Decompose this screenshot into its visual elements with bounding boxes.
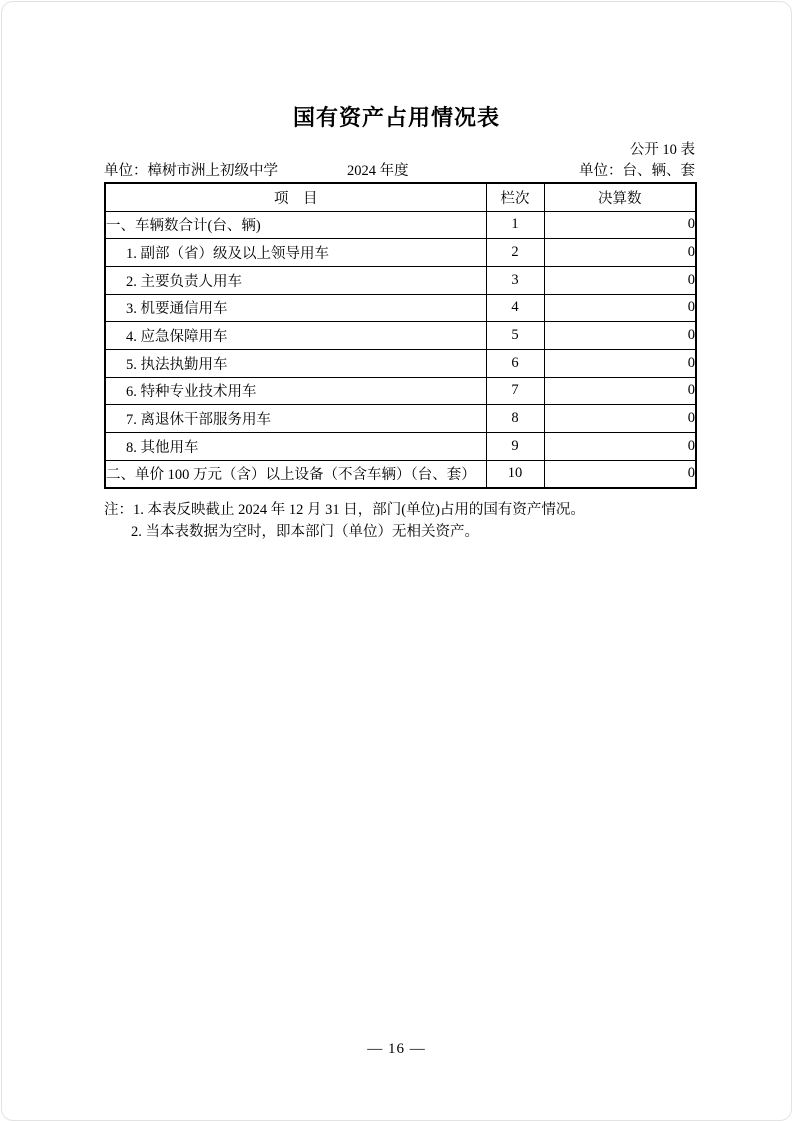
table-type-label: 公开 10 表 <box>629 142 695 158</box>
assets-table <box>104 182 697 489</box>
header-item: 项 目 <box>105 183 486 211</box>
amount-cell: 0 <box>544 211 696 239</box>
table-caption-row <box>104 159 695 179</box>
fiscal-year-label: 2024 年度 <box>347 163 409 179</box>
column-number-cell: 2 <box>486 239 544 267</box>
item-cell: 二、单价 100 万元（含）以上设备（不含车辆）（台、套） <box>105 460 486 488</box>
assets-table-body <box>105 211 696 488</box>
table-row <box>105 211 696 239</box>
column-number-cell: 1 <box>486 211 544 239</box>
item-cell: 5. 执法执勤用车 <box>105 349 486 377</box>
item-cell: 3. 机要通信用车 <box>105 294 486 322</box>
amount-cell: 0 <box>544 349 696 377</box>
column-number-cell: 9 <box>486 433 544 461</box>
column-number-cell: 7 <box>486 377 544 405</box>
item-cell: 8. 其他用车 <box>105 433 486 461</box>
column-number-cell: 6 <box>486 349 544 377</box>
page-number: — 16 — <box>367 1041 426 1057</box>
amount-cell: 0 <box>544 377 696 405</box>
note-line-1: 注：1. 本表反映截止 2024 年 12 月 31 日，部门(单位)占用的国有资产情况。 <box>104 502 585 518</box>
table-row <box>105 405 696 433</box>
amount-cell: 0 <box>544 405 696 433</box>
note-line-2: 2. 当本表数据为空时，即本部门（单位）无相关资产。 <box>131 524 479 540</box>
unit-name-label: 单位：樟树市洲上初级中学 <box>104 163 278 179</box>
item-cell: 一、车辆数合计(台、辆) <box>105 211 486 239</box>
item-cell: 2. 主要负责人用车 <box>105 266 486 294</box>
table-row <box>105 239 696 267</box>
table-row <box>105 377 696 405</box>
header-amount: 决算数 <box>544 183 696 211</box>
amount-cell: 0 <box>544 294 696 322</box>
measure-unit-label: 单位：台、辆、套 <box>579 163 695 179</box>
amount-cell: 0 <box>544 266 696 294</box>
table-header-row <box>105 183 696 211</box>
table-row <box>105 460 696 488</box>
amount-cell: 0 <box>544 239 696 267</box>
column-number-cell: 3 <box>486 266 544 294</box>
item-cell: 4. 应急保障用车 <box>105 322 486 350</box>
column-number-cell: 4 <box>486 294 544 322</box>
notes-block <box>104 499 704 543</box>
column-number-cell: 8 <box>486 405 544 433</box>
table-row <box>105 322 696 350</box>
item-cell: 7. 离退休干部服务用车 <box>105 405 486 433</box>
amount-cell: 0 <box>544 460 696 488</box>
column-number-cell: 10 <box>486 460 544 488</box>
header-column: 栏次 <box>486 183 544 211</box>
column-number-cell: 5 <box>486 322 544 350</box>
page-title: 国有资产占用情况表 <box>292 105 500 130</box>
amount-cell: 0 <box>544 322 696 350</box>
amount-cell: 0 <box>544 433 696 461</box>
table-row <box>105 433 696 461</box>
table-row <box>105 294 696 322</box>
item-cell: 1. 副部（省）级及以上领导用车 <box>105 239 486 267</box>
table-row <box>105 349 696 377</box>
table-row <box>105 266 696 294</box>
item-cell: 6. 特种专业技术用车 <box>105 377 486 405</box>
